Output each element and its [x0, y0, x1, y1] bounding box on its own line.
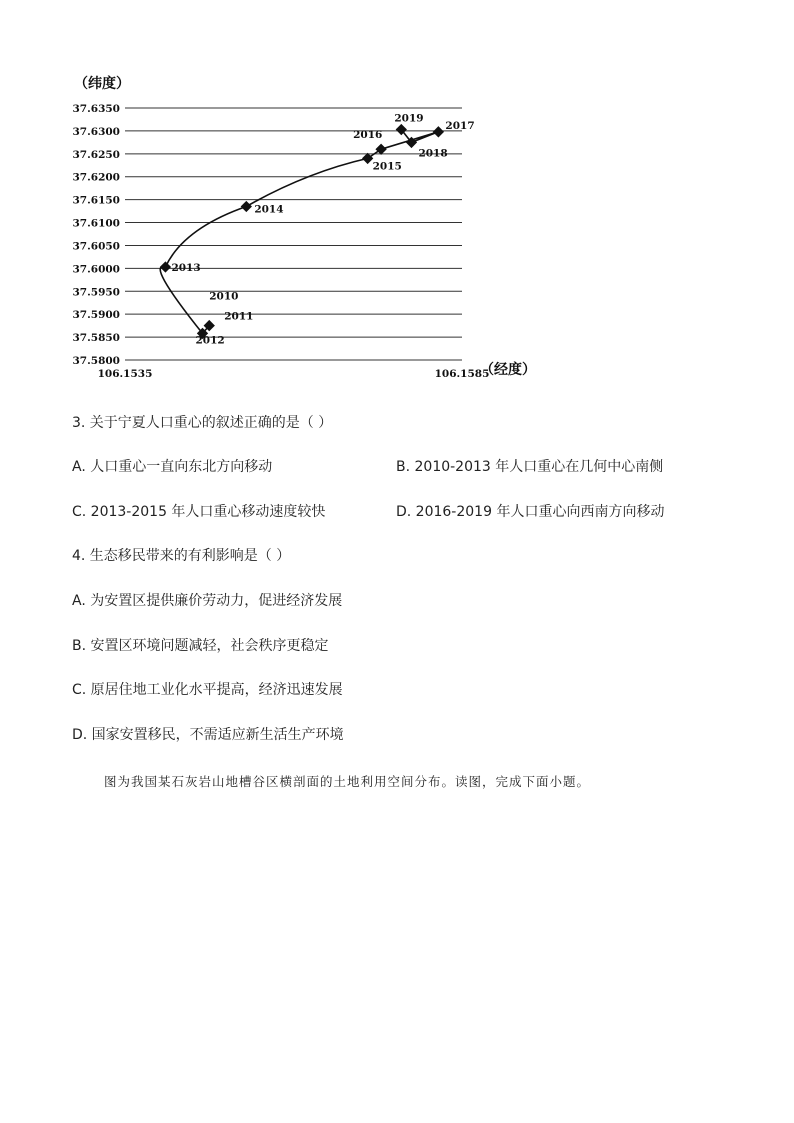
population-center-chart — [60, 60, 560, 390]
marker-2016 — [375, 144, 386, 155]
point-label-2013: 2013 — [171, 261, 201, 274]
question-3-option-d: D. 2016-2019 年人口重心向西南方向移动 — [396, 504, 665, 520]
y-tick-label: 37.6250 — [72, 148, 120, 161]
y-tick-label: 37.6150 — [72, 194, 120, 207]
point-label-2015: 2015 — [372, 160, 402, 173]
point-markers — [160, 124, 444, 339]
y-tick-label: 37.6300 — [72, 125, 120, 138]
y-tick-label: 37.6050 — [72, 240, 120, 253]
y-tick-label: 37.5800 — [72, 355, 120, 367]
y-tick-label: 37.5900 — [72, 309, 120, 322]
question-3-option-c: C. 2013-2015 年人口重心移动速度较快 — [72, 504, 326, 520]
question-4-option-c: C. 原居住地工业化水平提高，经济迅速发展 — [72, 682, 343, 698]
marker-2017 — [433, 126, 444, 137]
question-4-stem: 4. 生态移民带来的有利影响是（ ） — [72, 548, 291, 564]
point-label-2016: 2016 — [353, 129, 383, 142]
x-tick-label: 106.1535 — [97, 368, 153, 380]
x-tick-labels — [98, 368, 490, 380]
marker-2013 — [160, 261, 171, 272]
y-tick-label: 37.6350 — [72, 103, 120, 115]
marker-2015 — [362, 153, 373, 164]
point-label-2018: 2018 — [418, 147, 448, 160]
question-4-option-d: D. 国家安置移民，不需适应新生活生产环境 — [72, 727, 344, 743]
question-3-option-a: A. 人口重心一直向东北方向移动 — [72, 459, 273, 475]
x-axis-title: （经度） — [480, 362, 536, 378]
question-3-option-b: B. 2010-2013 年人口重心在几何中心南侧 — [396, 459, 664, 475]
point-label-2012: 2012 — [195, 334, 225, 347]
point-label-2017: 2017 — [445, 119, 475, 132]
y-tick-label: 37.5850 — [72, 332, 120, 345]
question-4-option-a: A. 为安置区提供廉价劳动力，促进经济发展 — [72, 593, 343, 609]
point-label-2010: 2010 — [209, 290, 239, 303]
question-4-option-b: B. 安置区环境问题减轻，社会秩序更稳定 — [72, 638, 329, 654]
y-tick-label: 37.6100 — [72, 217, 120, 230]
y-tick-label: 37.6000 — [72, 263, 120, 276]
y-tick-label: 37.5950 — [72, 286, 120, 299]
point-label-2019: 2019 — [394, 112, 424, 125]
question-3-stem: 3. 关于宁夏人口重心的叙述正确的是（ ） — [72, 415, 333, 431]
y-tick-labels — [73, 103, 121, 367]
y-axis-title: （纬度） — [74, 76, 130, 92]
point-label-2014: 2014 — [254, 203, 284, 216]
point-labels — [171, 113, 474, 347]
x-tick-label: 106.1585 — [434, 368, 490, 380]
next-section-intro: 图为我国某石灰岩山地槽谷区横剖面的土地利用空间分布。读图，完成下面小题。 — [104, 774, 591, 789]
point-label-2011: 2011 — [224, 310, 254, 323]
marker-2014 — [241, 201, 252, 212]
y-tick-label: 37.6200 — [72, 171, 120, 184]
